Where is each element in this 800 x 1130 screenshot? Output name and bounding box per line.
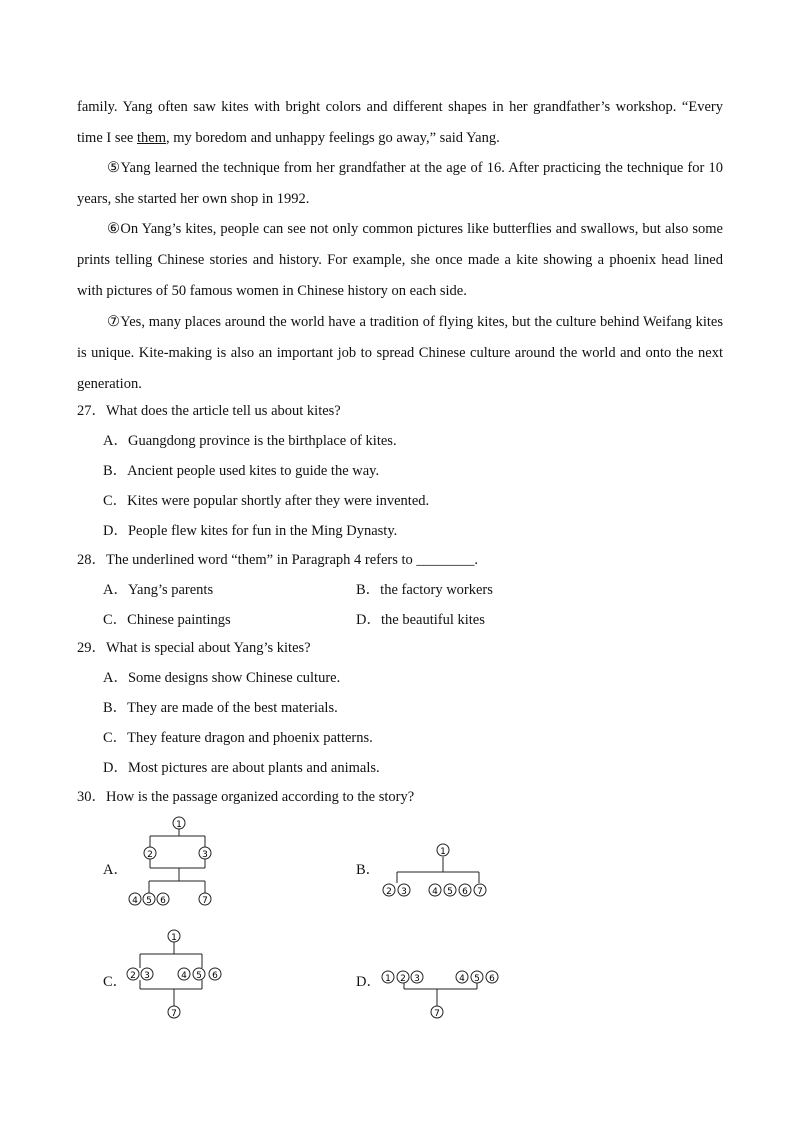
paragraph-6: ⑥On Yang’s kites, people can see not only common pictures like butterflies and swallows, but also some prints telling Chinese stories and history. For example, she once made a kite showing a phoenix head lined with pictures of 50 famous women in Chinese history on each side.	[77, 221, 723, 299]
q27-option-c[interactable]: C．Kites were popular shortly after they were invented.	[103, 493, 430, 509]
diagram-d-nodes	[382, 971, 498, 1019]
q28-option-d[interactable]: D．the beautiful kites	[356, 612, 485, 628]
svg-text:6: 6	[462, 887, 468, 897]
q28-option-c[interactable]: C．Chinese paintings	[103, 612, 231, 628]
svg-text:1: 1	[176, 820, 182, 830]
node-2	[383, 884, 395, 897]
node-4	[456, 971, 468, 984]
q27-option-d[interactable]: D．People flew kites for fun in the Ming Dynasty.	[103, 523, 398, 539]
svg-text:7: 7	[434, 1009, 440, 1019]
svg-text:3: 3	[202, 850, 208, 860]
svg-text:6: 6	[212, 971, 218, 981]
node-5	[444, 884, 456, 897]
node-1	[437, 844, 449, 857]
node-6	[459, 884, 471, 897]
svg-text:5: 5	[447, 887, 453, 897]
svg-text:2: 2	[400, 974, 406, 984]
svg-text:3: 3	[401, 887, 407, 897]
node-7	[199, 893, 211, 906]
diagram-a-nodes	[129, 817, 211, 906]
paragraph-4: family. Yang often saw kites with bright colors and different shapes in her grandfather’s workshop. “Every time I see them, my boredom and unhappy feelings go away,” said Yang.	[77, 99, 723, 146]
svg-text:5: 5	[146, 896, 152, 906]
node-1	[382, 971, 394, 984]
node-1	[168, 930, 180, 943]
node-3	[141, 968, 153, 981]
svg-text:4: 4	[181, 971, 187, 981]
svg-text:5: 5	[196, 971, 202, 981]
q29-option-a[interactable]: A．Some designs show Chinese culture.	[103, 670, 341, 686]
node-6	[209, 968, 221, 981]
q30-option-b[interactable]: B．	[356, 862, 381, 878]
node-3	[411, 971, 423, 984]
node-6	[486, 971, 498, 984]
svg-text:6: 6	[160, 896, 166, 906]
q27-option-b[interactable]: B．Ancient people used kites to guide the way.	[103, 463, 380, 479]
q29-option-c[interactable]: C．They feature dragon and phoenix patterns.	[103, 730, 373, 746]
node-2	[397, 971, 409, 984]
svg-text:1: 1	[440, 847, 446, 857]
node-6	[157, 893, 169, 906]
node-4	[178, 968, 190, 981]
node-5	[471, 971, 483, 984]
node-4	[429, 884, 441, 897]
structure-diagram-b	[376, 838, 506, 906]
node-2	[127, 968, 139, 981]
svg-text:4: 4	[132, 896, 138, 906]
paragraph-7: ⑦Yes, many places around the world have a tradition of flying kites, but the culture behind Weifang kites is unique. Kite-making is also an important job to spread Chinese culture around the world and onto the next generation.	[77, 314, 723, 392]
svg-text:7: 7	[477, 887, 483, 897]
q30-option-c[interactable]: C．	[103, 974, 128, 990]
svg-text:5: 5	[474, 974, 480, 984]
diagram-b-nodes	[383, 844, 486, 897]
node-4	[129, 893, 141, 906]
question-28: 28．The underlined word “them” in Paragraph 4 refers to ________.	[77, 552, 479, 568]
svg-text:6: 6	[489, 974, 495, 984]
svg-text:2: 2	[386, 887, 392, 897]
structure-diagram-c	[120, 924, 230, 1024]
q28-option-a[interactable]: A．Yang’s parents	[103, 582, 214, 598]
svg-text:4: 4	[432, 887, 438, 897]
svg-text:1: 1	[385, 974, 391, 984]
svg-text:3: 3	[144, 971, 150, 981]
node-1	[173, 817, 185, 830]
svg-text:2: 2	[130, 971, 136, 981]
node-3	[199, 847, 211, 860]
node-7	[474, 884, 486, 897]
q30-option-d[interactable]: D．	[356, 974, 381, 990]
q28-option-b[interactable]: B．the factory workers	[356, 582, 493, 598]
node-5	[143, 893, 155, 906]
node-5	[193, 968, 205, 981]
svg-text:4: 4	[459, 974, 465, 984]
node-2	[144, 847, 156, 860]
node-7	[168, 1006, 180, 1019]
underlined-them: them	[137, 130, 166, 146]
node-7	[431, 1006, 443, 1019]
svg-text:7: 7	[171, 1009, 177, 1019]
question-29: 29．What is special about Yang’s kites?	[77, 640, 311, 656]
question-30: 30．How is the passage organized according to the story?	[77, 789, 415, 805]
q30-option-a[interactable]: A．	[103, 862, 128, 878]
svg-text:7: 7	[202, 896, 208, 906]
svg-text:3: 3	[414, 974, 420, 984]
svg-text:2: 2	[147, 850, 153, 860]
q27-option-a[interactable]: A．Guangdong province is the birthplace of kites.	[103, 433, 397, 449]
node-3	[398, 884, 410, 897]
q29-option-d[interactable]: D．Most pictures are about plants and animals.	[103, 760, 380, 776]
question-27: 27．What does the article tell us about kites?	[77, 403, 341, 419]
svg-text:1: 1	[171, 933, 177, 943]
paragraph-5: ⑤Yang learned the technique from her grandfather at the age of 16. After practicing the technique for 10 years, she started her own shop in 1992.	[77, 160, 723, 207]
structure-diagram-a	[120, 812, 230, 912]
q29-option-b[interactable]: B．They are made of the best materials.	[103, 700, 338, 716]
structure-diagram-d	[374, 966, 504, 1026]
